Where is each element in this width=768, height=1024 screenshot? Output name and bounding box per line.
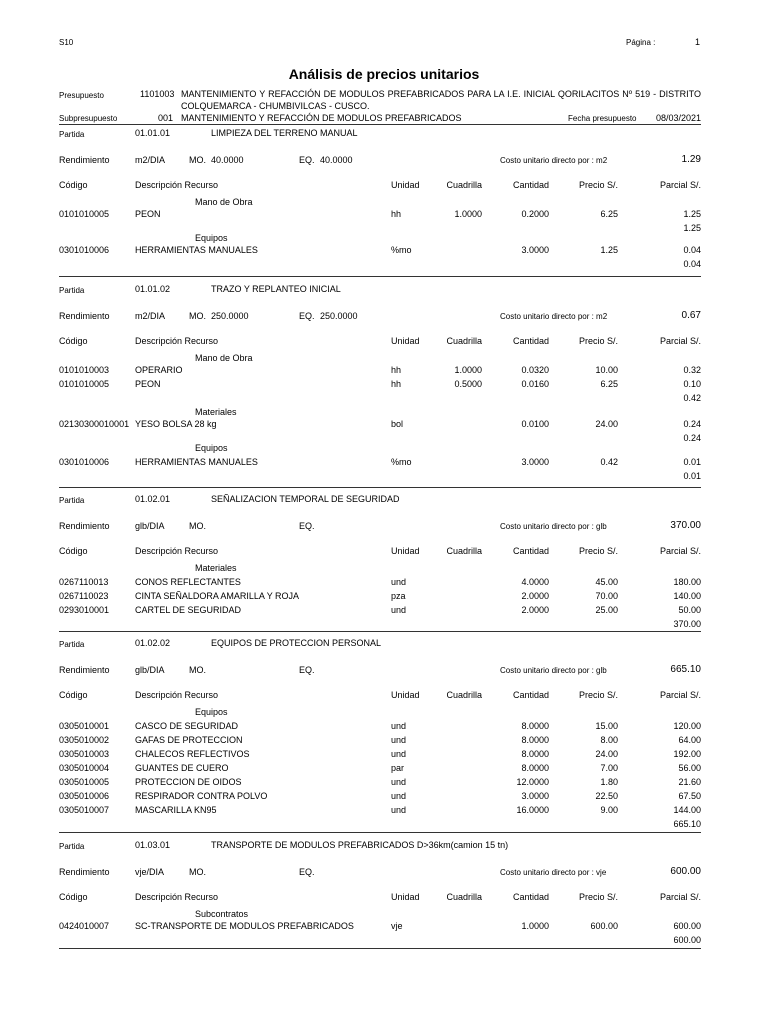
page-label: Página : — [626, 38, 656, 47]
row-unidad: und — [391, 777, 407, 787]
row-parcial: 600.00 — [673, 921, 701, 931]
col-header-descripcion: Descripción Recurso — [135, 690, 219, 700]
row-codigo: 0101010005 — [59, 209, 110, 219]
costo-unitario-value: 370.00 — [670, 520, 701, 531]
partida-code: 01.01.01 — [135, 128, 171, 138]
row-parcial: 1.25 — [683, 209, 701, 219]
row-cuadrilla: 1.0000 — [454, 209, 482, 219]
col-header-codigo: Código — [59, 180, 88, 190]
row-descripcion: RESPIRADOR CONTRA POLVO — [135, 791, 268, 801]
row-codigo: 0424010007 — [59, 921, 110, 931]
eq-label: EQ. — [299, 521, 315, 531]
resource-group-label: Mano de Obra — [195, 197, 253, 207]
row-precio: 45.00 — [595, 577, 618, 587]
col-header-parcial: Parcial S/. — [659, 546, 701, 556]
row-parcial: 192.00 — [673, 749, 701, 759]
row-precio: 24.00 — [595, 419, 618, 429]
row-codigo: 0101010003 — [59, 365, 110, 375]
row-unidad: hh — [391, 379, 402, 389]
row-codigo: 0305010005 — [59, 777, 110, 787]
col-header-precio: Precio S/. — [578, 336, 618, 346]
row-codigo: 02130300010001 — [59, 419, 130, 429]
col-header-codigo: Código — [59, 546, 88, 556]
row-parcial: 120.00 — [673, 721, 701, 731]
row-codigo: 0305010001 — [59, 721, 110, 731]
row-cantidad: 8.0000 — [521, 735, 549, 745]
col-header-cantidad: Cantidad — [512, 690, 549, 700]
row-cantidad: 12.0000 — [516, 777, 549, 787]
presupuesto-code: 1101003 — [140, 89, 175, 99]
row-unidad: und — [391, 749, 407, 759]
eq-label: EQ. — [299, 155, 315, 165]
header-divider — [59, 124, 701, 125]
partida-label: Partida — [59, 640, 85, 649]
row-parcial: 67.50 — [678, 791, 701, 801]
row-unidad: und — [391, 735, 407, 745]
page-number: 1 — [694, 37, 700, 47]
eq-label: EQ. — [299, 867, 315, 877]
row-descripcion: PEON — [135, 379, 161, 389]
row-unidad: bol — [391, 419, 404, 429]
col-header-descripcion: Descripción Recurso — [135, 546, 219, 556]
row-codigo: 0305010004 — [59, 763, 110, 773]
row-unidad: %mo — [391, 457, 412, 467]
row-cantidad: 3.0000 — [521, 457, 549, 467]
eq-value: 40.0000 — [320, 155, 353, 165]
resource-group-label: Equipos — [195, 443, 228, 453]
costo-unitario-value: 0.67 — [681, 310, 701, 321]
row-precio: 1.25 — [600, 245, 618, 255]
row-descripcion: YESO BOLSA 28 kg — [135, 419, 217, 429]
partida-name: TRAZO Y REPLANTEO INICIAL — [211, 284, 341, 294]
row-cantidad: 2.0000 — [521, 605, 549, 615]
presupuesto-line2: COLQUEMARCA - CHUMBIVILCAS - CUSCO. — [181, 101, 370, 111]
resource-group-label: Mano de Obra — [195, 353, 253, 363]
col-header-parcial: Parcial S/. — [659, 690, 701, 700]
col-header-cuadrilla: Cuadrilla — [446, 546, 482, 556]
row-unidad: und — [391, 721, 407, 731]
row-codigo: 0101010005 — [59, 379, 110, 389]
row-unidad: und — [391, 577, 407, 587]
costo-unitario-label: Costo unitario directo por : glb — [500, 522, 607, 531]
costo-unitario-label: Costo unitario directo por : glb — [500, 666, 607, 675]
mo-value: 40.0000 — [211, 155, 244, 165]
row-descripcion: CASCO DE SEGURIDAD — [135, 721, 239, 731]
col-header-cantidad: Cantidad — [512, 892, 549, 902]
col-header-precio: Precio S/. — [578, 892, 618, 902]
row-descripcion: GUANTES DE CUERO — [135, 763, 229, 773]
group-subtotal: 600.00 — [673, 935, 701, 945]
col-header-unidad: Unidad — [391, 690, 420, 700]
row-descripcion: CHALECOS REFLECTIVOS — [135, 749, 250, 759]
partida-label: Partida — [59, 842, 85, 851]
row-precio: 0.42 — [600, 457, 618, 467]
col-header-cuadrilla: Cuadrilla — [446, 180, 482, 190]
row-codigo: 0301010006 — [59, 245, 110, 255]
row-cantidad: 1.0000 — [521, 921, 549, 931]
row-precio: 6.25 — [600, 209, 618, 219]
report-code: S10 — [59, 38, 74, 47]
rendimiento-unit: m2/DIA — [135, 311, 166, 321]
partida-code: 01.01.02 — [135, 284, 171, 294]
row-descripcion: CARTEL DE SEGURIDAD — [135, 605, 242, 615]
row-precio: 7.00 — [600, 763, 618, 773]
mo-label: MO. — [189, 155, 206, 165]
section-divider — [59, 832, 701, 833]
col-header-unidad: Unidad — [391, 336, 420, 346]
partida-code: 01.02.01 — [135, 494, 171, 504]
costo-unitario-label: Costo unitario directo por : m2 — [500, 312, 608, 321]
partida-name: EQUIPOS DE PROTECCION PERSONAL — [211, 638, 382, 648]
section-divider — [59, 631, 701, 632]
row-unidad: pza — [391, 591, 406, 601]
group-subtotal: 0.01 — [683, 471, 701, 481]
row-cantidad: 8.0000 — [521, 763, 549, 773]
row-cantidad: 8.0000 — [521, 749, 549, 759]
row-descripcion: MASCARILLA KN95 — [135, 805, 217, 815]
col-header-codigo: Código — [59, 690, 88, 700]
row-unidad: par — [391, 763, 405, 773]
row-unidad: %mo — [391, 245, 412, 255]
row-unidad: hh — [391, 365, 402, 375]
row-cuadrilla: 0.5000 — [454, 379, 482, 389]
subpresupuesto-desc: MANTENIMIENTO Y REFACCIÓN DE MODULOS PREFABRICADOS — [181, 113, 462, 123]
rendimiento-label: Rendimiento — [59, 155, 110, 165]
row-descripcion: SC-TRANSPORTE DE MODULOS PREFABRICADOS — [135, 921, 354, 931]
resource-group-label: Equipos — [195, 233, 228, 243]
rendimiento-unit: glb/DIA — [135, 665, 165, 675]
row-descripcion: GAFAS DE PROTECCION — [135, 735, 243, 745]
group-subtotal: 0.04 — [683, 259, 701, 269]
row-descripcion: OPERARIO — [135, 365, 183, 375]
rendimiento-label: Rendimiento — [59, 521, 110, 531]
mo-value: 250.0000 — [211, 311, 249, 321]
col-header-precio: Precio S/. — [578, 546, 618, 556]
row-cantidad: 0.0100 — [521, 419, 549, 429]
col-header-cuadrilla: Cuadrilla — [446, 690, 482, 700]
row-unidad: vje — [391, 921, 403, 931]
row-codigo: 0267110023 — [59, 591, 109, 601]
col-header-cuadrilla: Cuadrilla — [446, 336, 482, 346]
row-precio: 10.00 — [595, 365, 618, 375]
fecha-value: 08/03/2021 — [655, 113, 701, 123]
row-parcial: 50.00 — [678, 605, 701, 615]
col-header-descripcion: Descripción Recurso — [135, 892, 219, 902]
eq-label: EQ. — [299, 311, 315, 321]
col-header-descripcion: Descripción Recurso — [135, 336, 219, 346]
costo-unitario-value: 1.29 — [681, 154, 701, 165]
row-cantidad: 0.2000 — [521, 209, 549, 219]
row-parcial: 180.00 — [673, 577, 701, 587]
row-descripcion: CINTA SEÑALDORA AMARILLA Y ROJA — [135, 591, 300, 601]
group-subtotal: 0.24 — [683, 433, 701, 443]
eq-value: 250.0000 — [320, 311, 358, 321]
row-cantidad: 0.0320 — [521, 365, 549, 375]
row-parcial: 0.32 — [683, 365, 701, 375]
col-header-parcial: Parcial S/. — [659, 892, 701, 902]
col-header-unidad: Unidad — [391, 892, 420, 902]
presupuesto-label: Presupuesto — [59, 91, 104, 100]
row-descripcion: HERRAMIENTAS MANUALES — [135, 245, 258, 255]
costo-unitario-label: Costo unitario directo por : m2 — [500, 156, 608, 165]
group-subtotal: 1.25 — [683, 223, 701, 233]
row-cantidad: 3.0000 — [521, 245, 549, 255]
col-header-codigo: Código — [59, 892, 88, 902]
col-header-unidad: Unidad — [391, 180, 420, 190]
costo-unitario-value: 665.10 — [670, 664, 701, 675]
row-codigo: 0305010007 — [59, 805, 110, 815]
row-codigo: 0301010006 — [59, 457, 110, 467]
partida-code: 01.02.02 — [135, 638, 171, 648]
row-cantidad: 16.0000 — [516, 805, 549, 815]
rendimiento-unit: m2/DIA — [135, 155, 166, 165]
group-subtotal: 0.42 — [683, 393, 701, 403]
col-header-cantidad: Cantidad — [512, 546, 549, 556]
row-cantidad: 8.0000 — [521, 721, 549, 731]
row-codigo: 0267110013 — [59, 577, 109, 587]
row-cantidad: 0.0160 — [521, 379, 549, 389]
row-parcial: 64.00 — [678, 735, 701, 745]
row-descripcion: PROTECCION DE OIDOS — [135, 777, 242, 787]
resource-group-label: Materiales — [195, 407, 237, 417]
partida-label: Partida — [59, 496, 85, 505]
col-header-precio: Precio S/. — [578, 690, 618, 700]
page-title: Análisis de precios unitarios — [288, 66, 480, 82]
eq-label: EQ. — [299, 665, 315, 675]
resource-group-label: Equipos — [195, 707, 228, 717]
mo-label: MO. — [189, 521, 206, 531]
row-parcial: 0.24 — [683, 419, 701, 429]
row-cantidad: 3.0000 — [521, 791, 549, 801]
rendimiento-label: Rendimiento — [59, 867, 110, 877]
row-codigo: 0293010001 — [59, 605, 110, 615]
row-parcial: 0.01 — [683, 457, 701, 467]
row-parcial: 0.10 — [683, 379, 701, 389]
mo-label: MO. — [189, 665, 206, 675]
col-header-unidad: Unidad — [391, 546, 420, 556]
row-cantidad: 4.0000 — [521, 577, 549, 587]
presupuesto-line1: MANTENIMIENTO Y REFACCIÓN DE MODULOS PREFABRICADOS PARA LA I.E. INICIAL QORILACITOS Nº 519 - DISTRITO — [181, 89, 701, 99]
partida-name: SEÑALIZACION TEMPORAL DE SEGURIDAD — [211, 494, 400, 504]
mo-label: MO. — [189, 867, 206, 877]
row-precio: 22.50 — [595, 791, 618, 801]
group-subtotal: 370.00 — [673, 619, 701, 629]
row-precio: 15.00 — [595, 721, 618, 731]
section-divider — [59, 487, 701, 488]
col-header-precio: Precio S/. — [578, 180, 618, 190]
col-header-cuadrilla: Cuadrilla — [446, 892, 482, 902]
col-header-parcial: Parcial S/. — [659, 180, 701, 190]
row-precio: 70.00 — [595, 591, 618, 601]
row-unidad: und — [391, 605, 407, 615]
row-precio: 6.25 — [600, 379, 618, 389]
row-unidad: und — [391, 805, 407, 815]
rendimiento-unit: glb/DIA — [135, 521, 165, 531]
row-codigo: 0305010003 — [59, 749, 110, 759]
resource-group-label: Materiales — [195, 563, 237, 573]
partida-code: 01.03.01 — [135, 840, 171, 850]
row-codigo: 0305010006 — [59, 791, 110, 801]
row-parcial: 56.00 — [678, 763, 701, 773]
row-descripcion: PEON — [135, 209, 161, 219]
row-cantidad: 2.0000 — [521, 591, 549, 601]
partida-name: TRANSPORTE DE MODULOS PREFABRICADOS D>36km(camion 15 tn) — [211, 840, 509, 850]
mo-label: MO. — [189, 311, 206, 321]
rendimiento-unit: vje/DIA — [135, 867, 165, 877]
row-precio: 8.00 — [600, 735, 618, 745]
row-precio: 9.00 — [600, 805, 618, 815]
row-unidad: hh — [391, 209, 402, 219]
group-subtotal: 665.10 — [673, 819, 701, 829]
row-precio: 24.00 — [595, 749, 618, 759]
rendimiento-label: Rendimiento — [59, 665, 110, 675]
partida-name: LIMPIEZA DEL TERRENO MANUAL — [211, 128, 358, 138]
row-parcial: 21.60 — [678, 777, 701, 787]
fecha-label: Fecha presupuesto — [568, 114, 637, 123]
row-parcial: 140.00 — [673, 591, 701, 601]
section-divider — [59, 948, 701, 949]
row-parcial: 144.00 — [673, 805, 701, 815]
row-cuadrilla: 1.0000 — [454, 365, 482, 375]
row-precio: 600.00 — [590, 921, 618, 931]
resource-group-label: Subcontratos — [195, 909, 249, 919]
col-header-cantidad: Cantidad — [512, 336, 549, 346]
rendimiento-label: Rendimiento — [59, 311, 110, 321]
subpresupuesto-label: Subpresupuesto — [59, 114, 118, 123]
row-unidad: und — [391, 791, 407, 801]
section-divider — [59, 276, 701, 277]
row-descripcion: HERRAMIENTAS MANUALES — [135, 457, 258, 467]
subpresupuesto-code: 001 — [158, 113, 174, 123]
row-codigo: 0305010002 — [59, 735, 110, 745]
col-header-descripcion: Descripción Recurso — [135, 180, 219, 190]
costo-unitario-label: Costo unitario directo por : vje — [500, 868, 607, 877]
row-parcial: 0.04 — [683, 245, 701, 255]
row-descripcion: CONOS REFLECTANTES — [135, 577, 241, 587]
partida-label: Partida — [59, 286, 85, 295]
row-precio: 1.80 — [600, 777, 618, 787]
col-header-cantidad: Cantidad — [512, 180, 549, 190]
row-precio: 25.00 — [595, 605, 618, 615]
costo-unitario-value: 600.00 — [670, 866, 701, 877]
partida-label: Partida — [59, 130, 85, 139]
col-header-parcial: Parcial S/. — [659, 336, 701, 346]
col-header-codigo: Código — [59, 336, 88, 346]
